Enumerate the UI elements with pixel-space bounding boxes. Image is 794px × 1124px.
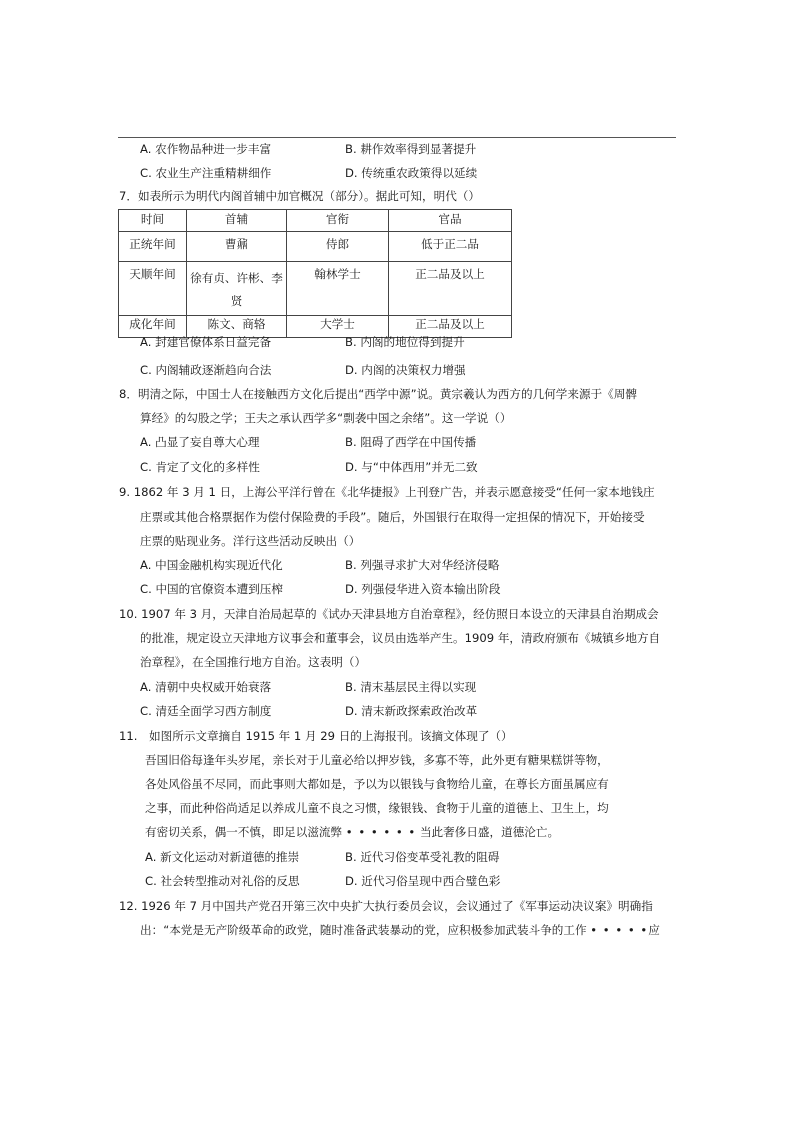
table-cell: 翰林学士 [287,262,389,316]
q11-quote-line2: 各处风俗虽不尽同，而此事则大都如是，予以为以银钱与食物给儿童，在尊长方面虽属应有 [145,777,609,791]
q9-stem-line3: 庄票的贴现业务。洋行这些活动反映出（） [140,534,361,548]
q11-quote-line4-tail: 当此奢侈日盛，道德沦亡。 [419,825,560,839]
ellipsis-dots: • • • • • • [345,825,417,839]
q10-stem-line2: 的批准，规定设立天津地方议事会和董事会，议员由选举产生。1909 年，清政府颁布《城镇乡地方自 [140,631,661,645]
q11-option-c: C. 社会转型推动对礼俗的反思 [145,874,300,888]
table-cell: 曹鼐 [187,232,287,262]
q11-quote-line1: 吾国旧俗每逢年头岁尾，亲长对于儿童必给以押岁钱，多寡不等，此外更有糖果糕饼等物， [145,753,609,767]
q11-stem: 11. 如图所示文章摘自 1915 年 1 月 29 日的上海报刊。该摘文体现了（） [119,729,513,743]
q7-option-d: D. 内阁的决策权力增强 [345,363,466,377]
q11-option-a: A. 新文化运动对新道德的推崇 [145,850,300,864]
table-cell: 低于正二品 [389,232,512,262]
table-header-cell: 时间 [119,210,187,232]
table-cell: 成化年间 [119,316,187,338]
q9-option-c: C. 中国的官僚资本遭到压榨 [140,582,283,596]
q8-option-d: D. 与“中体西用”并无二致 [345,460,478,474]
top-rule [118,137,676,138]
table-cell: 正二品及以上 [389,262,512,316]
q11-quote-line3: 之事，而此种俗尚适足以养成儿童不良之习惯，缘银钱、食物于儿童的道德上、卫生上，均 [145,801,609,815]
q7-option-a: A. 封建官僚体系日益完备 [140,335,272,349]
q9-stem-line1: 9. 1862 年 3 月 1 日，上海公平洋行曾在《北华捷报》上刊登广告，并表示愿意接受“任何一家本地钱庄 [119,485,655,499]
q8-option-a: A. 凸显了妄自尊大心理 [140,435,260,449]
q12-stem-line2 [140,922,660,938]
q12-stem-line2-text: 出：“本党是无产阶级革命的政党，随时准备武装暴动的党，应积极参加武装斗争的工作 [140,923,587,937]
q10-stem-line1: 10. 1907 年 3 月，天津自治局起草的《试办天津县地方自治章程》，经仿照日本设立的天津县自治期成会 [119,607,659,621]
q7-table [118,209,512,338]
q6-option-c: C. 农业生产注重精耕细作 [140,166,272,180]
q11-option-b: B. 近代习俗变革受礼教的阻碍 [345,850,500,864]
table-header-cell: 官衔 [287,210,389,232]
table-cell: 陈文、商辂 [187,316,287,338]
q9-stem-line2: 庄票或其他合格票据作为偿付保险费的手段”。随后，外国银行在取得一定担保的情况下，开始接受 [140,510,645,524]
table-cell: 侍郎 [287,232,389,262]
q11-quote-line4 [145,824,559,840]
q8-stem-line1: 8．明清之际，中国士人在接触西方文化后提出“西学中源”说。黄宗羲认为西方的几何学来源于《周髀 [119,387,637,401]
q10-option-a: A. 清朝中央权威开始衰落 [140,680,272,694]
q6-option-b: B. 耕作效率得到显著提升 [345,142,477,156]
q9-option-a: A. 中国金融机构实现近代化 [140,558,283,572]
q6-option-d: D. 传统重农政策得以延续 [345,166,478,180]
table-cell: 徐有贞、许彬、李贤 [187,262,287,316]
q11-option-d: D. 近代习俗呈现中西合璧色彩 [345,874,501,888]
ellipsis-dots: • • • • • [590,923,649,937]
q9-option-d: D. 列强侵华进入资本输出阶段 [345,582,501,596]
table-cell: 大学士 [287,316,389,338]
table-header-row [119,210,512,232]
q10-option-d: D. 清末新政探索政治改革 [345,704,478,718]
table-row [119,232,512,262]
q7-option-b: B. 内阁的地位得到提升 [345,335,465,349]
q9-option-b: B. 列强寻求扩大对华经济侵略 [345,558,500,572]
q7-stem: 7．如表所示为明代内阁首辅中加官概况（部分）。据此可知，明代（） [119,189,480,203]
q10-option-c: C. 清廷全面学习西方制度 [140,704,272,718]
q8-option-c: C. 肯定了文化的多样性 [140,460,260,474]
q7-option-c: C. 内阁辅政逐渐趋向合法 [140,363,272,377]
q12-stem-line2-tail: 应 [648,923,660,937]
q8-option-b: B. 阻碍了西学在中国传播 [345,435,477,449]
table-cell: 天顺年间 [119,262,187,316]
q10-stem-line3: 治章程》，在全国推行地方自治。这表明（） [140,655,367,669]
table-header-cell: 官品 [389,210,512,232]
q8-stem-line2: 算经》的勾股之学；王夫之承认西学多“剽袭中国之余绪”。这一学说（） [140,411,512,425]
q6-option-a: A. 农作物品种进一步丰富 [140,142,272,156]
table-cell: 正统年间 [119,232,187,262]
q10-option-b: B. 清末基层民主得以实现 [345,680,477,694]
table-row [119,262,512,316]
q11-quote-line4-text: 有密切关系，偶一不慎，即足以滋流弊 [145,825,343,839]
table-header-cell: 首辅 [187,210,287,232]
table-cell: 正二品及以上 [389,316,512,338]
q12-stem-line1: 12. 1926 年 7 月中国共产党召开第三次中央扩大执行委员会议，会议通过了《军事运动决议案》明确指 [119,899,653,913]
